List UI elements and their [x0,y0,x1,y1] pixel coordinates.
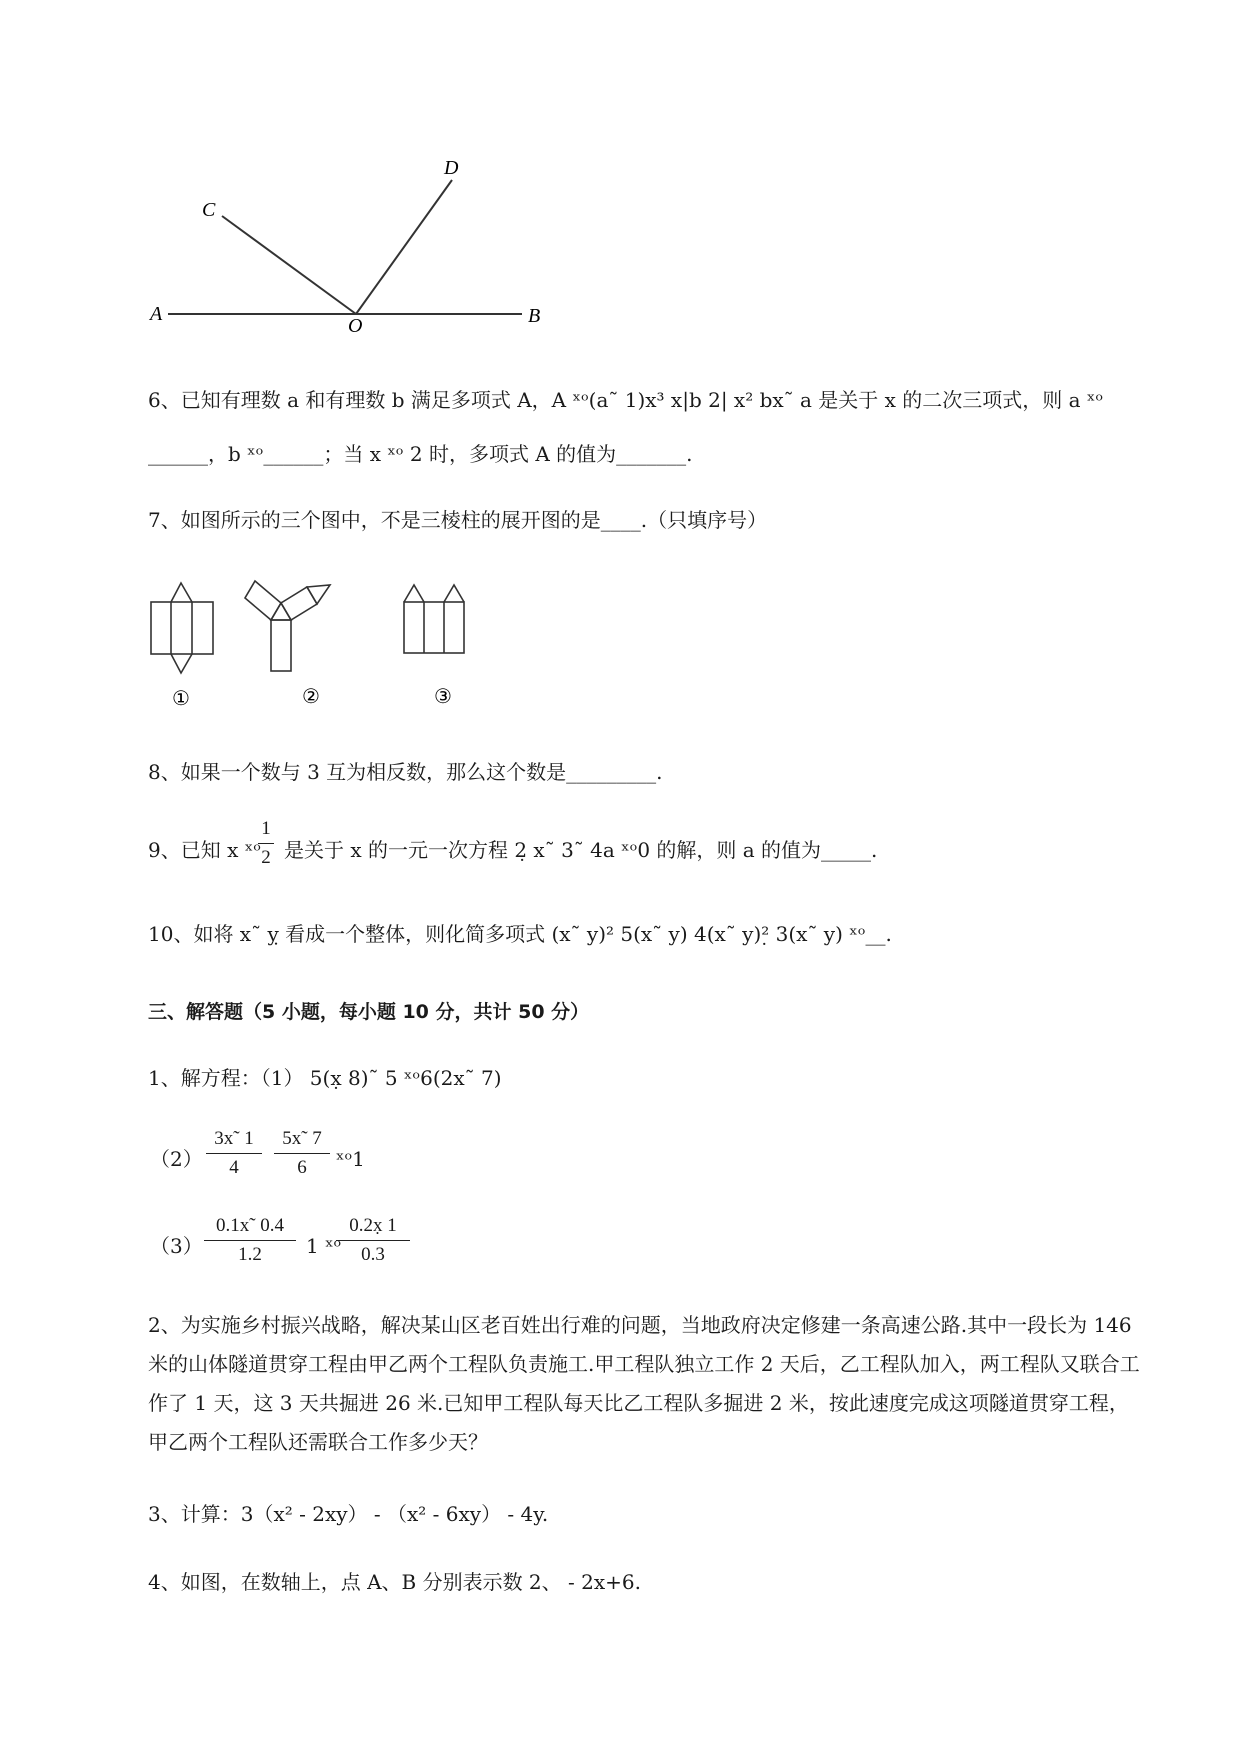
question-7: 7、如图所示的三个图中，不是三棱柱的展开图的是____.（只填序号） [148,508,768,532]
question-9-fraction [258,818,274,869]
question-9-prefix: 9、已知 x ˣᵒ [148,838,261,862]
problem-1-eq-2-rhs: ˣᵒ1 [336,1147,365,1171]
ray-oc [222,216,356,314]
question-6-line-2: ______，b ˣᵒ______；当 x ˣᵒ 2 时，多项式 A 的值为_______. [148,442,693,466]
ray-od [356,180,452,314]
angle-figure [140,150,560,340]
fraction-numerator: 0.2x̣ 1 [349,1215,397,1236]
net-label-2: ② [302,684,320,708]
fraction-denominator: 4 [229,1157,239,1178]
fraction-numerator: 0.1x˜ 0.4 [215,1215,285,1236]
question-9-suffix: 是关于 x 的一元一次方程 2̣ x˜ 3˜ 4a ˣᵒ0 的解，则 a 的值为_____. [284,838,878,862]
prism-net-3 [404,585,464,653]
point-label-c: C [202,199,216,221]
problem-1-eq-3-frac-1 [204,1215,296,1266]
point-label-d: D [444,157,459,179]
problem-1-label-3: （3） [150,1234,203,1258]
problem-3: 3、计算：3（x² - 2xy） - （x² - 6xy） - 4y. [148,1502,549,1526]
problem-1-eq-2-frac-1 [206,1128,262,1179]
prism-nets-figure [140,575,480,715]
fraction-numerator: 5x˜ 7 [282,1128,322,1149]
fraction-denominator: 0.3 [361,1244,385,1265]
problem-1-eq-2-frac-2 [274,1128,330,1179]
question-10: 10、如将 x˜ ỵ 看成一个整体，则化简多项式 (x˜ y)² 5(x˜ y) 4(x˜ y)²̣ 3(x˜ y) ˣᵒ__. [148,922,892,946]
problem-1-eq-1: 1、解方程：（1） 5(x̣ 8)˜ 5 ˣᵒ6(2x˜ 7) [148,1066,502,1090]
problem-4: 4、如图，在数轴上，点 A、B 分别表示数 2、 - 2x+6. [148,1570,641,1594]
prism-net-2 [245,581,330,671]
problem-1-label-2: （2） [150,1147,203,1171]
net-label-1: ① [172,686,190,710]
fraction-denominator: 2 [261,847,271,868]
point-label-b: B [528,305,541,327]
question-8: 8、如果一个数与 3 互为相反数，那么这个数是_________. [148,760,663,784]
point-label-o: O [348,315,363,337]
problem-1-eq-3-frac-2 [336,1215,410,1266]
fraction-numerator: 3x˜ 1 [214,1128,254,1149]
question-6-line-1: 6、已知有理数 a 和有理数 b 满足多项式 A，A ˣᵒ(a˜ 1)x³ x|b 2| x² bx˜ a 是关于 x 的二次三项式，则 a ˣᵒ [148,388,1104,412]
problem-2: 2、为实施乡村振兴战略，解决某山区老百姓出行难的问题，当地政府决定修建一条高速公路.其中一段长为 146 米的山体隧道贯穿工程由甲乙两个工程队负责施工.甲工程队独立工作 2 天后，乙工程队加入，两工程队又联合工作了 1 天，这 3 天共掘进 26 米.已知甲工程队每天比乙工程队多掘进 2 米，按此速度完成这项隧道贯穿工程，甲乙两个工程队还需联合工作多少天？ [148,1313,1140,1454]
prism-net-1 [151,583,213,673]
point-label-a: A [150,303,163,325]
problem-1-eq-3-mid: 1 ˣᵒ [306,1234,342,1258]
net-label-3: ③ [434,684,452,708]
fraction-denominator: 1.2 [238,1244,262,1265]
fraction-numerator: 1 [261,818,271,839]
section-3-heading: 三、解答题（5 小题，每小题 10 分，共计 50 分） [148,1001,590,1023]
fraction-denominator: 6 [297,1157,307,1178]
